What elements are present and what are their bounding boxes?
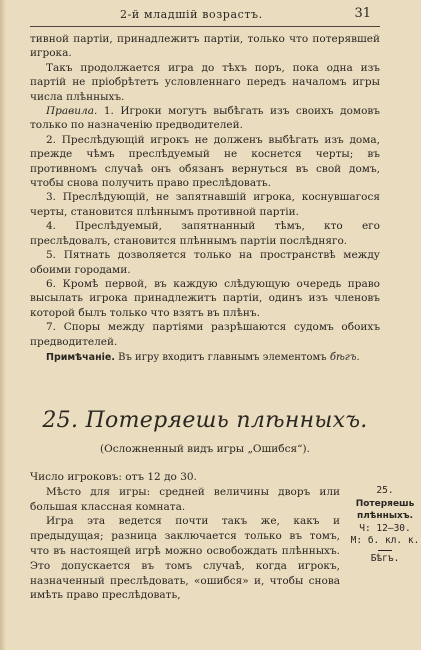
rule-item-7: 7. Споры между партіями разрѣшаются судомъ обоихъ предводителей. <box>30 321 380 348</box>
page-header <box>0 6 421 26</box>
margin-note <box>350 485 420 565</box>
margin-note-players: Ч: 12—30. <box>359 522 411 534</box>
rule-text-1: 1. Игроки могутъ выбѣгать изъ своихъ домовъ только по назначенію предводителей. <box>30 105 380 132</box>
header-rule <box>30 26 380 27</box>
page-number: 31 <box>354 6 371 21</box>
players-count: Число игроковъ: отъ 12 до 30. <box>30 471 197 483</box>
section-subtitle: (Осложненный видъ игры „Ошибся“). <box>100 443 310 455</box>
rule-item-4: 4. Преслѣдуемый, запятнанный тѣмъ, кто его преслѣдовалъ, становится плѣннымъ партіи послѣдняго. <box>30 220 380 247</box>
rule-item-3: 3. Преслѣдующій, не запятнавшій игрока, коснувшагося черты, становится плѣннымъ противной партіи. <box>30 191 380 218</box>
paragraph-continuation: тивной партіи, принадлежитъ партіи, только что потерявшей игрока. <box>30 33 380 60</box>
paragraph-game-end: Такъ продолжается игра до тѣхъ поръ, пока одна изъ партій не пріобрѣтетъ условленнаго передъ началомъ игры числа плѣнныхъ. <box>30 61 380 103</box>
note-label: Примѣчаніе. <box>46 351 115 363</box>
rule-item-6: 6. Кромѣ первой, въ каждую слѣдующую очередь право высылать игрока принадлежитъ партіи, одинъ изъ членовъ которой былъ только что взятъ въ плѣнъ. <box>30 277 380 319</box>
running-title: 2-й младшій возрастъ. <box>120 8 263 21</box>
note-term: бѣгъ. <box>329 351 360 363</box>
note <box>30 351 380 365</box>
rule-item-5: 5. Пятнать дозволяется только на пространствѣ между обоими городами. <box>30 249 380 276</box>
margin-note-number: 25. <box>376 485 394 496</box>
rules-section <box>30 32 380 365</box>
section-paragraph: Игра эта ведется почти такъ же, какъ и предыдущая; разница заключается только въ томъ, что въ настоящей игрѣ можно освобождать плѣнныхъ. Это допускается въ томъ случаѣ, когда игрокъ, назначенный преслѣдовать, «ошибся» и, чтобы снова имѣть право преслѣдовать, <box>30 515 340 602</box>
play-place: Мѣсто для игры: средней величины дворъ или большая классная комната. <box>30 485 340 513</box>
note-text: Въ игру входитъ главнымъ элементомъ <box>118 351 327 363</box>
section-title: 25. Потеряешь плѣнныхъ. <box>42 408 368 433</box>
margin-note-element: Бѣгъ. <box>370 552 400 564</box>
page-edge-shadow <box>0 0 6 650</box>
margin-note-place: М: б. кл. к. <box>350 535 420 546</box>
margin-note-rule <box>378 550 392 551</box>
rule-item-2: 2. Преслѣдующій игрокъ не долженъ выбѣгать изъ дома, прежде чѣмъ преслѣдуемый не коснется черты; въ противномъ случаѣ онъ обязанъ вернуться въ свой домъ, чтобы снова получить право преслѣдовать. <box>30 133 380 190</box>
margin-note-title: Потеряешь плѣнныхъ. <box>355 498 415 521</box>
rules-label: Правила. <box>46 105 98 118</box>
section-body <box>30 470 340 603</box>
rule-item-1 <box>30 104 380 133</box>
